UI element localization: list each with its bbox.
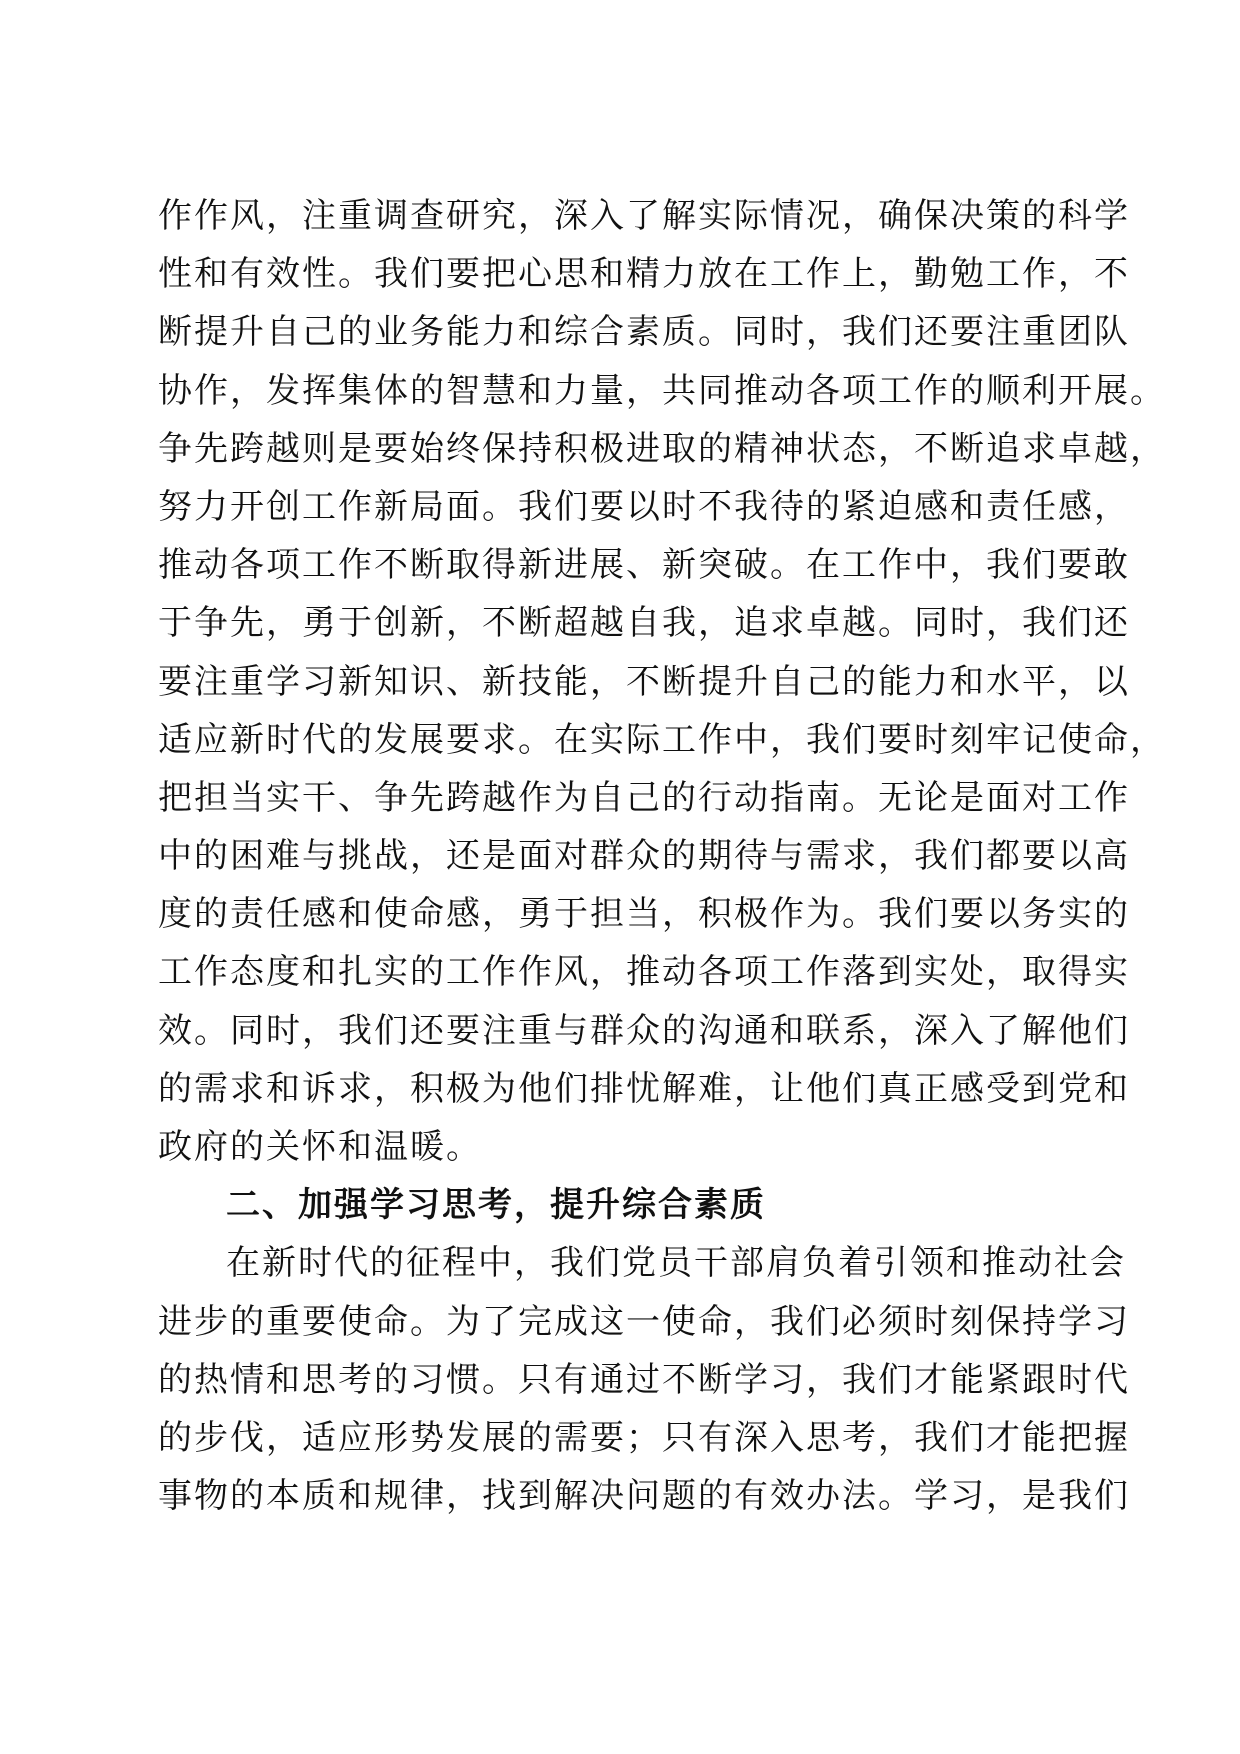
paragraph-line: 于争先，勇于创新，不断超越自我，追求卓越。同时，我们还 <box>158 603 1130 644</box>
section-heading: 二、加强学习思考，提升综合素质 <box>226 1185 766 1226</box>
paragraph-line: 性和有效性。我们要把心思和精力放在工作上，勤勉工作，不 <box>158 254 1130 295</box>
paragraph-line: 的热情和思考的习惯。只有通过不断学习，我们才能紧跟时代 <box>158 1359 1130 1400</box>
paragraph-line: 在新时代的征程中，我们党员干部肩负着引领和推动社会 <box>226 1243 1126 1284</box>
paragraph-continued <box>158 187 1166 1176</box>
paragraph-line: 努力开创工作新局面。我们要以时不我待的紧迫感和责任感， <box>158 486 1130 527</box>
paragraph-line: 要注重学习新知识、新技能，不断提升自己的能力和水平，以 <box>158 661 1130 702</box>
paragraph-line: 的需求和诉求，积极为他们排忧解难，让他们真正感受到党和 <box>158 1068 1130 1109</box>
paragraph-line: 把担当实干、争先跨越作为自己的行动指南。无论是面对工作 <box>158 777 1130 818</box>
paragraph-line: 政府的关怀和温暖。 <box>158 1127 482 1167</box>
paragraph-line: 工作态度和扎实的工作作风，推动各项工作落到实处，取得实 <box>158 952 1130 993</box>
document-body <box>158 187 1166 1525</box>
paragraph-line: 的步伐，适应形势发展的需要；只有深入思考，我们才能把握 <box>158 1417 1130 1458</box>
paragraph-line: 协作，发挥集体的智慧和力量，共同推动各项工作的顺利开展。 <box>158 370 1166 411</box>
paragraph <box>158 1234 1130 1525</box>
paragraph-line: 效。同时，我们还要注重与群众的沟通和联系，深入了解他们 <box>158 1010 1130 1051</box>
paragraph-line: 事物的本质和规律，找到解决问题的有效办法。学习，是我们 <box>158 1476 1130 1517</box>
paragraph-line: 进步的重要使命。为了完成这一使命，我们必须时刻保持学习 <box>158 1301 1130 1342</box>
paragraph-line: 度的责任感和使命感，勇于担当，积极作为。我们要以务实的 <box>158 894 1130 935</box>
paragraph-line: 适应新时代的发展要求。在实际工作中，我们要时刻牢记使命， <box>158 719 1166 760</box>
paragraph-line: 中的困难与挑战，还是面对群众的期待与需求，我们都要以高 <box>158 836 1130 877</box>
paragraph-line: 作作风，注重调查研究，深入了解实际情况，确保决策的科学 <box>158 196 1130 236</box>
paragraph-line: 争先跨越则是要始终保持积极进取的精神状态，不断追求卓越， <box>158 428 1166 469</box>
paragraph-line: 断提升自己的业务能力和综合素质。同时，我们还要注重团队 <box>158 312 1130 353</box>
paragraph-line: 推动各项工作不断取得新进展、新突破。在工作中，我们要敢 <box>158 545 1130 586</box>
